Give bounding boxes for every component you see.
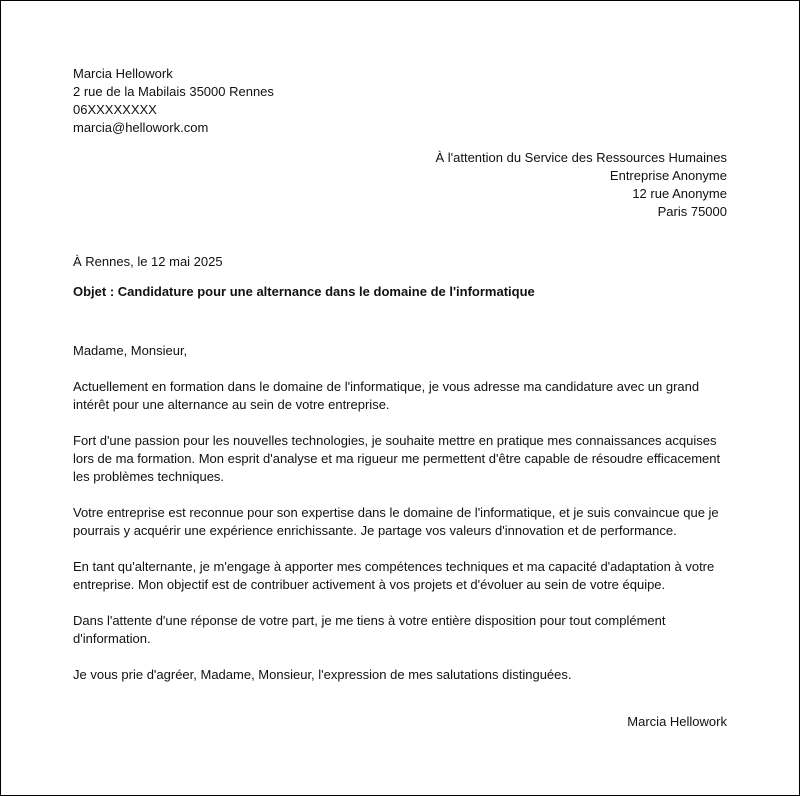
subject-line: Objet : Candidature pour une alternance dans le domaine de l'informatique — [73, 284, 535, 299]
recipient-block — [435, 149, 727, 221]
recipient-street: 12 rue Anonyme — [632, 186, 727, 201]
salutation: Madame, Monsieur, — [73, 343, 188, 358]
body-paragraph: Fort d'une passion pour les nouvelles technologies, je souhaite mettre en pratique mes connaissances acquises lors de ma formation. Mon esprit d'analyse et ma rigueur me permettent d'être capable de résoudre efficacement les problèmes techniques. — [73, 433, 721, 484]
closing-paragraph: Je vous prie d'agréer, Madame, Monsieur, l'expression de mes salutations distinguées. — [73, 667, 572, 682]
body-paragraph: Actuellement en formation dans le domaine de l'informatique, je vous adresse ma candidature avec un grand intérêt pour une alternance au sein de votre entreprise. — [73, 379, 700, 412]
recipient-city: Paris 75000 — [657, 204, 727, 219]
sender-email: marcia@hellowork.com — [73, 120, 209, 135]
recipient-attention: À l'attention du Service des Ressources Humaines — [435, 150, 727, 165]
signature: Marcia Hellowork — [627, 714, 727, 729]
letter-body — [73, 342, 733, 702]
sender-name: Marcia Hellowork — [73, 66, 173, 81]
sender-block — [73, 65, 274, 137]
body-paragraph: En tant qu'alternante, je m'engage à apporter mes compétences techniques et ma capacité d'adaptation à votre entreprise. Mon objectif est de contribuer activement à vos projets et d'évoluer au sein de votre équipe. — [73, 559, 715, 592]
sender-address: 2 rue de la Mabilais 35000 Rennes — [73, 84, 274, 99]
body-paragraph: Votre entreprise est reconnue pour son expertise dans le domaine de l'informatique, et je suis convaincue que je pourrais y acquérir une expérience enrichissante. Je partage vos valeurs d'innovation et de performance. — [73, 505, 719, 538]
body-paragraph: Dans l'attente d'une réponse de votre part, je me tiens à votre entière disposition pour tout complément d'information. — [73, 613, 666, 646]
date-line: À Rennes, le 12 mai 2025 — [73, 254, 223, 269]
recipient-company: Entreprise Anonyme — [609, 168, 727, 183]
sender-phone: 06XXXXXXXX — [73, 102, 157, 117]
